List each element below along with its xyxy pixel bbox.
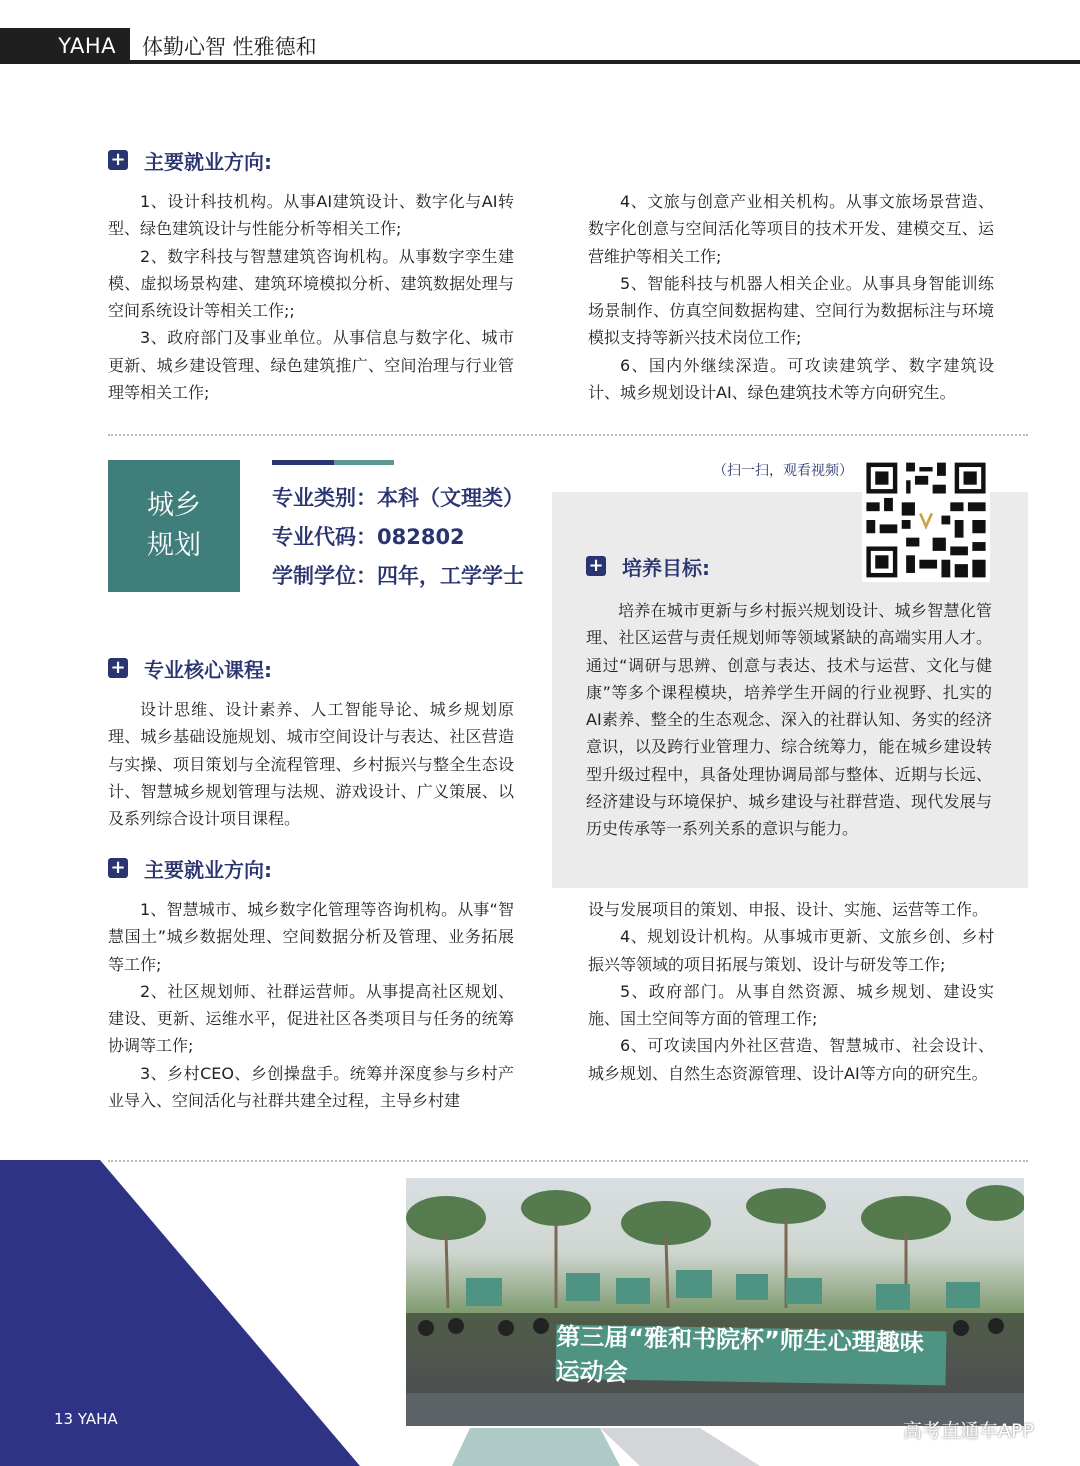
paragraph: 4、规划设计机构。从事城市更新、文旅乡创、乡村振兴等领域的项目拓展与策划、设计与研发等工作; bbox=[588, 927, 994, 974]
paragraph: 设计思维、设计素养、人工智能导论、城乡规划原理、城乡基础设施规划、城市空间设计与表达、社区营造与实操、项目策划与全流程管理、乡村振兴与整全生态设计、智慧城乡规划管理与法规、游戏设计、广义策展、以及系列综合设计项目课程。 bbox=[108, 700, 514, 829]
accent-bar-navy bbox=[272, 460, 334, 465]
header-rule bbox=[130, 60, 1080, 64]
section-heading-courses bbox=[108, 653, 272, 683]
paragraph: 5、政府部门。从事自然资源、城乡规划、建设实施、国土空间等方面的管理工作; bbox=[588, 981, 994, 1029]
section-heading-text: 专业核心课程: bbox=[144, 657, 272, 682]
jobs-right-column bbox=[588, 896, 994, 1087]
major-name-line: 规划 bbox=[147, 530, 201, 561]
paragraph: 5、智能科技与机器人相关企业。从事具身智能训练场景制作、仿真空间数据构建、空间行为数据标注与环境模拟支持等新兴技术岗位工作; bbox=[588, 273, 994, 348]
group-photo bbox=[406, 1178, 1024, 1426]
paragraph: 设与发展项目的策划、申报、设计、实施、运营等工作。 bbox=[588, 900, 989, 919]
header-slogan: 体勤心智 性雅德和 bbox=[142, 35, 317, 59]
scan-note: （扫一扫，观看视频） bbox=[713, 463, 853, 479]
event-banner: 第三届“雅和书院杯”师生心理趣味运动会 bbox=[556, 1325, 947, 1386]
paragraph: 1、设计科技机构。从事AI建筑设计、数字化与AI转型、绿色建筑设计与性能分析等相关工作; bbox=[108, 192, 514, 239]
paragraph: 3、乡村CEO、乡创操盘手。统筹并深度参与乡村产业导入、空间活化与社群共建全过程，主导乡村建 bbox=[108, 1063, 514, 1111]
qr-code-icon[interactable] bbox=[862, 458, 990, 582]
plus-square-icon: + bbox=[108, 658, 128, 678]
section-heading-text: 主要就业方向: bbox=[144, 149, 272, 174]
paragraph: 4、文旅与创意产业相关机构。从事文旅场景营造、数字化创意与空间活化等项目的技术开发、建模交互、运营维护等相关工作; bbox=[588, 192, 994, 266]
section-heading-jobs bbox=[108, 853, 272, 883]
top-jobs-right-column bbox=[588, 188, 994, 406]
paragraph: 2、社区规划师、社群运营师。从事提高社区规划、建设、更新、运维水平，促进社区各类项目与任务的统筹协调等工作; bbox=[108, 981, 514, 1056]
major-name-line: 城乡 bbox=[147, 490, 201, 521]
jobs-left-column bbox=[108, 896, 514, 1114]
paragraph: 1、智慧城市、城乡数字化管理等咨询机构。从事“智慧国土”城乡数据处理、空间数据分析及管理、业务拓展等工作; bbox=[108, 900, 514, 974]
paragraph: 培养在城市更新与乡村振兴规划设计、城乡智慧化管理、社区运营与责任规划师等领域紧缺的高端实用人才。通过“调研与思辨、创意与表达、技术与运营、文化与健康”等多个课程模块，培养学生开阔的行业视野、扎实的AI素养、整全的生态观念、深入的社群认知、务实的经济意识，以及跨行业管理力、综合统筹力，能在城乡建设转型升级过程中，具备处理协调局部与整体、近期与长远、经济建设与环境保护、城乡建设与社群营造、现代发展与历史传承等一系列关系的意识与能力。 bbox=[586, 601, 992, 839]
major-name-box bbox=[108, 460, 240, 592]
paragraph: 6、国内外继续深造。可攻读建筑学、数字建筑设计、城乡规划设计AI、绿色建筑技术等方向研究生。 bbox=[588, 355, 994, 403]
section-heading-goal bbox=[586, 551, 710, 581]
paragraph: 6、可攻读国内外社区营造、智慧城市、社会设计、城乡规划、自然生态资源管理、设计AI等方向的研究生。 bbox=[588, 1036, 994, 1083]
paragraph: 2、数字科技与智慧建筑咨询机构。从事数字孪生建模、虚拟场景构建、建筑环境模拟分析、建筑数据处理与空间系统设计等相关工作;; bbox=[108, 246, 514, 321]
plus-square-icon: + bbox=[586, 556, 606, 576]
plus-square-icon: + bbox=[108, 150, 128, 170]
dotted-divider bbox=[108, 434, 1028, 436]
paragraph: 3、政府部门及事业单位。从事信息与数字化、城市更新、城乡建设管理、绿色建筑推广、空间治理与行业管理等相关工作; bbox=[108, 328, 514, 403]
accent-bar-teal bbox=[334, 460, 394, 465]
section-heading-top-jobs bbox=[108, 145, 272, 175]
section-heading-text: 培养目标: bbox=[622, 555, 710, 580]
courses-text bbox=[108, 696, 514, 832]
plus-square-icon: + bbox=[108, 858, 128, 878]
major-category: 专业类别：本科（文理类） bbox=[272, 486, 524, 510]
page-number: 13 YAHA bbox=[54, 1410, 118, 1428]
top-jobs-left-column bbox=[108, 188, 514, 406]
goal-text bbox=[586, 597, 992, 843]
major-code: 专业代码：082802 bbox=[272, 525, 465, 549]
major-duration: 学制学位：四年，工学学士 bbox=[272, 564, 524, 588]
header-brand: YAHA bbox=[0, 28, 130, 64]
watermark: 高考直通车APP bbox=[903, 1420, 1034, 1442]
section-heading-text: 主要就业方向: bbox=[144, 857, 272, 882]
